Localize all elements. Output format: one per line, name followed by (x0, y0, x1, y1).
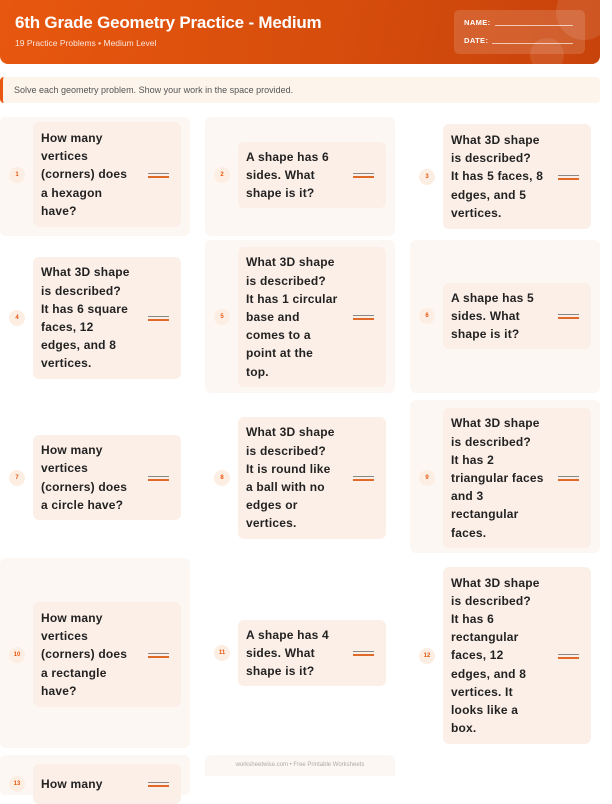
question-line: What 3D shape (41, 265, 130, 280)
problem-number-badge: 2 (214, 167, 230, 183)
question-text (451, 414, 544, 541)
problem-number-badge: 3 (419, 169, 435, 185)
worksheet-subtitle: 19 Practice Problems • Medium Level (15, 38, 157, 48)
problem-card (410, 558, 600, 748)
question-text (246, 423, 335, 532)
question-text (246, 253, 337, 380)
problem-card (205, 240, 395, 393)
question-line: box. (451, 721, 477, 736)
question-line: base and (246, 309, 300, 324)
question-text (41, 441, 127, 514)
question-line: A shape has 6 (246, 149, 329, 164)
question-line: How many (41, 443, 103, 458)
question-line: a circle have? (41, 497, 124, 512)
question-line: vertices. It (451, 684, 513, 699)
instructions-text: Solve each geometry problem. Show your work in the space provided. (14, 85, 294, 95)
question-line: is described? (41, 283, 121, 298)
problem-number-badge: 5 (214, 309, 230, 325)
question-line: (corners) does (41, 167, 128, 182)
question-line: faces, 12 (451, 648, 504, 663)
problem-card (205, 400, 395, 550)
question-text (41, 129, 127, 220)
question-line: What 3D shape (451, 133, 540, 147)
question-line: What 3D shape (451, 416, 540, 431)
question-text (41, 263, 130, 372)
problem-card (205, 117, 395, 236)
problem-number-badge: 1 (9, 167, 25, 183)
question-line: is described? (451, 151, 531, 166)
question-text (246, 148, 329, 203)
question-line: a hexagon (41, 185, 103, 200)
question-line: comes to a (246, 328, 311, 343)
question-line: It is round like (246, 461, 331, 476)
question-line: It has 6 (451, 612, 494, 626)
name-date-box (454, 10, 585, 54)
answer-blank[interactable] (148, 316, 169, 321)
answer-blank[interactable] (558, 314, 579, 319)
name-line (495, 25, 573, 26)
answer-blank[interactable] (148, 173, 169, 178)
question-text (246, 626, 329, 681)
footer (205, 755, 395, 776)
question-line: have? (41, 683, 77, 698)
question-line: A shape has 5 (451, 290, 534, 305)
question-line: rectangular (451, 630, 519, 645)
question-line: A shape has 4 (246, 627, 329, 642)
question-line: sides. What (246, 167, 315, 182)
question-text (451, 289, 534, 344)
answer-blank[interactable] (558, 476, 579, 481)
answer-blank[interactable] (353, 315, 374, 320)
question-line: edges, and 8 (451, 666, 527, 681)
problem-number-badge: 4 (9, 310, 25, 326)
answer-blank[interactable] (353, 476, 374, 481)
problem-card (0, 117, 190, 236)
question-line: edges, and 8 (41, 338, 117, 353)
question-line: vertices. (451, 205, 502, 220)
question-line: is described? (246, 273, 326, 288)
question-line: have? (41, 203, 77, 218)
answer-blank[interactable] (148, 653, 169, 658)
question-text (41, 775, 103, 793)
question-line: It has 1 circular (246, 291, 338, 306)
question-line: vertices (41, 461, 88, 476)
answer-blank[interactable] (148, 476, 169, 481)
question-line: and 3 (451, 489, 484, 504)
question-line: What 3D shape (451, 575, 540, 590)
footer-text: worksheetwise.com • Free Printable Worksheets (235, 762, 365, 768)
problem-number-badge: 7 (9, 470, 25, 486)
problem-card (0, 558, 190, 748)
question-text (41, 609, 127, 700)
date-label: DATE: (464, 36, 489, 45)
question-text (451, 574, 540, 738)
problem-card (0, 244, 190, 394)
date-line (492, 43, 573, 44)
question-line: vertices (41, 629, 88, 644)
problem-card (205, 558, 395, 748)
question-line: It has 6 square (41, 301, 129, 316)
question-line: rectangular (451, 507, 519, 522)
question-line: edges, and 5 (451, 187, 527, 202)
answer-blank[interactable] (353, 651, 374, 656)
question-line: edges or (246, 498, 298, 513)
question-line: sides. What (246, 645, 315, 660)
problem-card (0, 400, 190, 550)
problem-card (410, 117, 600, 236)
question-line: (corners) does (41, 479, 128, 494)
question-line: sides. What (451, 308, 520, 323)
question-line: It has 2 (451, 452, 494, 467)
question-line: vertices. (41, 356, 92, 371)
question-line: shape is it? (451, 327, 520, 342)
question-line: vertices. (246, 516, 297, 531)
question-line: faces. (451, 525, 487, 540)
question-line: It has 5 faces, 8 (451, 169, 544, 184)
problem-number-badge: 13 (9, 776, 25, 792)
worksheet-title: 6th Grade Geometry Practice - Medium (15, 13, 322, 32)
question-line: How many (41, 611, 103, 625)
question-line: is described? (246, 443, 326, 458)
question-line: shape is it? (246, 664, 315, 679)
question-line: How many (41, 776, 103, 791)
question-line: How many (41, 131, 103, 145)
question-line: (corners) does (41, 647, 128, 662)
question-line: What 3D shape (246, 425, 335, 440)
problem-number-badge: 9 (419, 470, 435, 486)
question-line: is described? (451, 593, 531, 608)
date-field[interactable] (464, 36, 573, 45)
question-line: is described? (451, 434, 531, 449)
question-line: point at the (246, 346, 314, 361)
question-text (451, 131, 543, 222)
question-line: looks like a (451, 703, 519, 718)
question-line: a rectangle (41, 665, 107, 680)
question-line: shape is it? (246, 186, 315, 201)
problem-card (410, 240, 600, 393)
problem-number-badge: 11 (214, 645, 230, 661)
question-line: top. (246, 364, 269, 379)
problem-number-badge: 6 (419, 308, 435, 324)
question-line: vertices (41, 149, 88, 164)
problem-number-badge: 8 (214, 470, 230, 486)
problem-number-badge: 10 (9, 647, 25, 663)
answer-blank[interactable] (558, 175, 579, 180)
problem-card (0, 755, 190, 795)
instructions-banner (0, 77, 600, 103)
answer-blank[interactable] (558, 654, 579, 659)
question-line: faces, 12 (41, 320, 94, 334)
answer-blank[interactable] (353, 173, 374, 178)
worksheet-header (0, 0, 600, 64)
question-line: triangular faces (451, 470, 544, 485)
problem-number-badge: 12 (419, 648, 435, 664)
answer-blank[interactable] (148, 782, 169, 787)
name-label: NAME: (464, 18, 491, 27)
question-line: a ball with no (246, 480, 325, 494)
name-field[interactable] (464, 18, 573, 27)
question-line: What 3D shape (246, 255, 335, 270)
problem-card (410, 400, 600, 553)
